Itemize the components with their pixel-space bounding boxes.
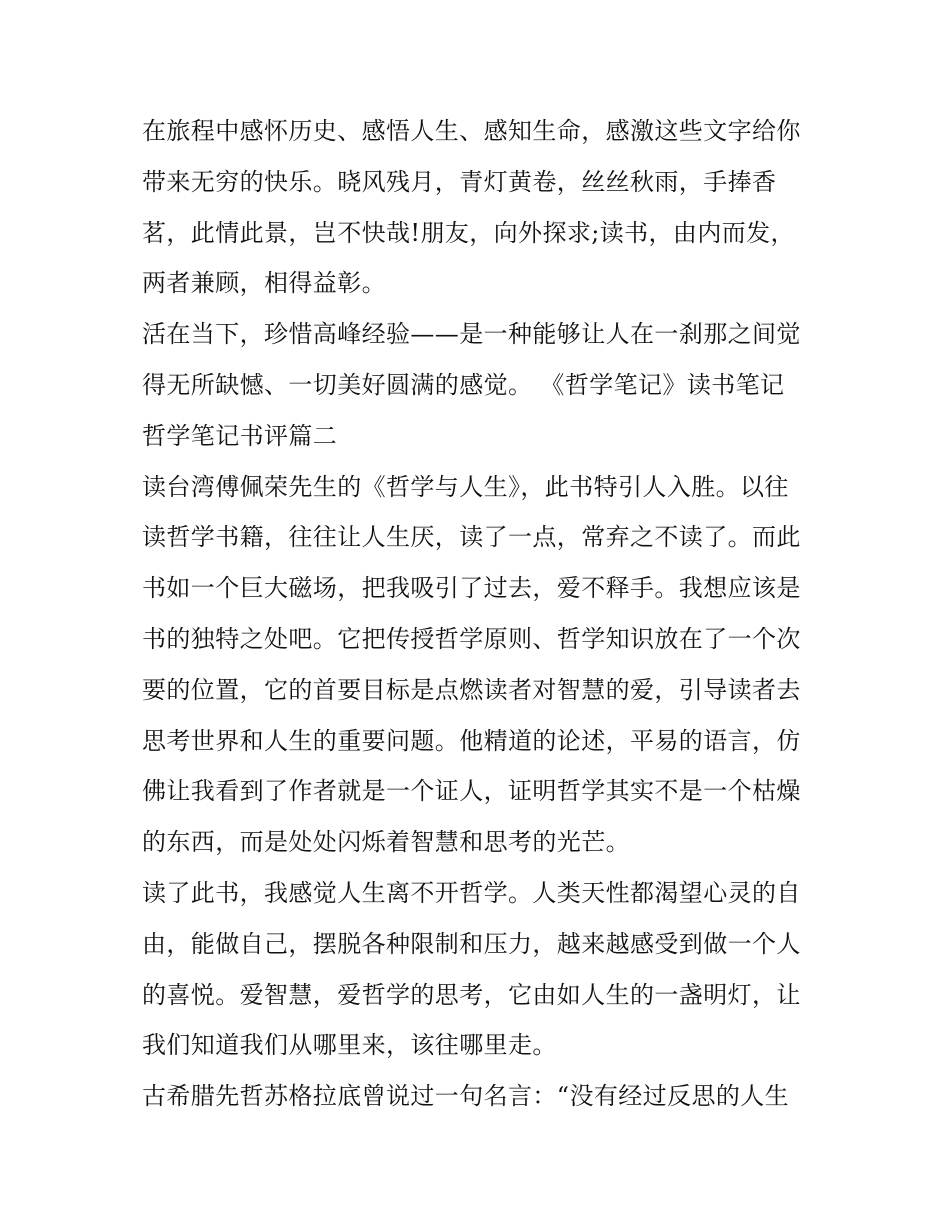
text-line: 读了此书，我感觉人生离不开哲学。人类天性都渴望心灵的自 <box>142 878 801 907</box>
text-line: 得无所缺憾、一切美好圆满的感觉。 《哲学笔记》读书笔记 <box>142 370 785 399</box>
text-line: 两者兼顾，相得益彰。 <box>142 269 386 298</box>
text-line: 古希腊先哲苏格拉底曾说过一句名言：“没有经过反思的人生 <box>142 1082 790 1111</box>
text-line: 要的位置，它的首要目标是点燃读者对智慧的爱，引导读者去 <box>142 675 801 704</box>
text-line: 由，能做自己，摆脱各种限制和压力，越来越感受到做一个人 <box>142 929 801 958</box>
text-line: 的喜悦。爱智慧，爱哲学的思考，它由如人生的一盏明灯，让 <box>142 980 801 1009</box>
text-line: 的东西，而是处处闪烁着智慧和思考的光芒。 <box>142 828 630 857</box>
text-line: 我们知道我们从哪里来，该往哪里走。 <box>142 1031 557 1060</box>
text-line: 佛让我看到了作者就是一个证人，证明哲学其实不是一个枯燥 <box>142 777 801 806</box>
text-line: 读台湾傅佩荣先生的《哲学与人生》，此书特引人入胜。以往 <box>142 472 789 501</box>
text-line: 带来无穷的快乐。晓风残月，青灯黄卷，丝丝秋雨，手捧香 <box>142 167 777 196</box>
text-line: 书的独特之处吧。它把传授哲学原则、哲学知识放在了一个次 <box>142 624 801 653</box>
text-line: 在旅程中感怀历史、感悟人生、感知生命，感激这些文字给你 <box>142 117 801 145</box>
text-line: 思考世界和人生的重要问题。他精道的论述，平易的语言，仿 <box>142 726 801 755</box>
text-line: 茗，此情此景，岂不快哉!朋友，向外探求;读书，由内而发， <box>142 218 795 247</box>
text-line: 书如一个巨大磁场，把我吸引了过去，爱不释手。我想应该是 <box>142 574 801 603</box>
section-heading: 哲学笔记书评篇二 <box>142 421 338 450</box>
text-line: 活在当下，珍惜高峰经验——是一种能够让人在一刹那之间觉 <box>142 320 801 349</box>
document-body <box>142 106 822 1122</box>
text-line: 读哲学书籍，往往让人生厌，读了一点，常弃之不读了。而此 <box>142 523 801 552</box>
